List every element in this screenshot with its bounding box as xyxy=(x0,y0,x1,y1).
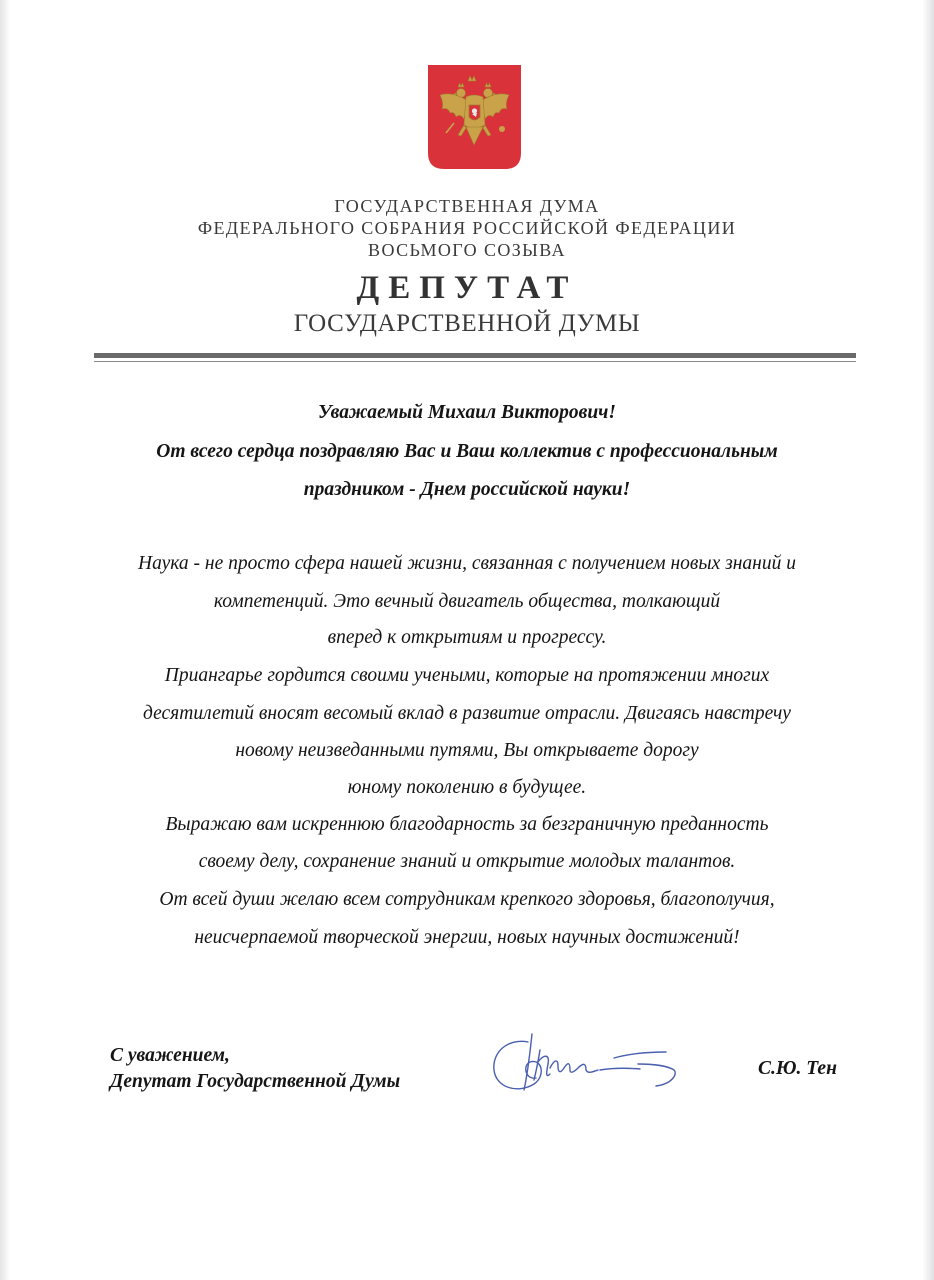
letterhead-subtitle: ГОСУДАРСТВЕННОЙ ДУМЫ xyxy=(293,310,641,337)
body-line: юному поколению в будущее. xyxy=(347,777,587,798)
letterhead-line-convocation: ВОСЬМОГО СОЗЫВА xyxy=(368,240,566,260)
closing-regards: С уважением, xyxy=(110,1045,230,1066)
body-line: Наука - не просто сфера нашей жизни, связанная с получением новых знаний и xyxy=(138,553,796,574)
letterhead-line-duma: ГОСУДАРСТВЕННАЯ ДУМА xyxy=(334,196,600,216)
body-line: неисчерпаемой творческой энергии, новых научных достижений! xyxy=(194,927,740,948)
body-line: своему делу, сохранение знаний и открытие молодых талантов. xyxy=(198,851,736,872)
greeting-addressee: Уважаемый Михаил Викторович! xyxy=(318,402,616,423)
body-line: новому неизведанными путями, Вы открываете дорогу xyxy=(235,740,699,761)
coat-of-arms-icon xyxy=(428,65,521,169)
body-line: десятилетий вносят весомый вклад в развитие отрасли. Двигаясь навстречу xyxy=(143,703,791,724)
signatory-name: С.Ю. Тен xyxy=(758,1058,837,1079)
body-line: вперед к открытиям и прогрессу. xyxy=(327,627,607,648)
greeting-line: От всего сердца поздравляю Вас и Ваш коллектив с профессиональным xyxy=(156,441,778,462)
header-rule-thin xyxy=(94,361,856,362)
greeting-line: праздником - Днем российской науки! xyxy=(303,479,631,500)
page-edge-shadow-left xyxy=(0,0,10,1280)
body-line: Приангарье гордится своими учеными, которые на протяжении многих xyxy=(164,665,770,686)
letterhead-line-federal-assembly: ФЕДЕРАЛЬНОГО СОБРАНИЯ РОССИЙСКОЙ ФЕДЕРАЦИИ xyxy=(197,218,737,238)
closing-position: Депутат Государственной Думы xyxy=(110,1071,401,1092)
body-line: Выражаю вам искреннюю благодарность за безграничную преданность xyxy=(165,814,769,835)
page-edge-shadow-right xyxy=(922,0,934,1280)
header-rule-thick xyxy=(94,353,856,358)
body-line: От всей души желаю всем сотрудникам крепкого здоровья, благополучия, xyxy=(159,889,775,910)
handwritten-signature-icon xyxy=(488,1028,684,1100)
letterhead-title: ДЕПУТАТ xyxy=(356,270,578,306)
body-line: компетенций. Это вечный двигатель общества, толкающий xyxy=(213,591,721,612)
